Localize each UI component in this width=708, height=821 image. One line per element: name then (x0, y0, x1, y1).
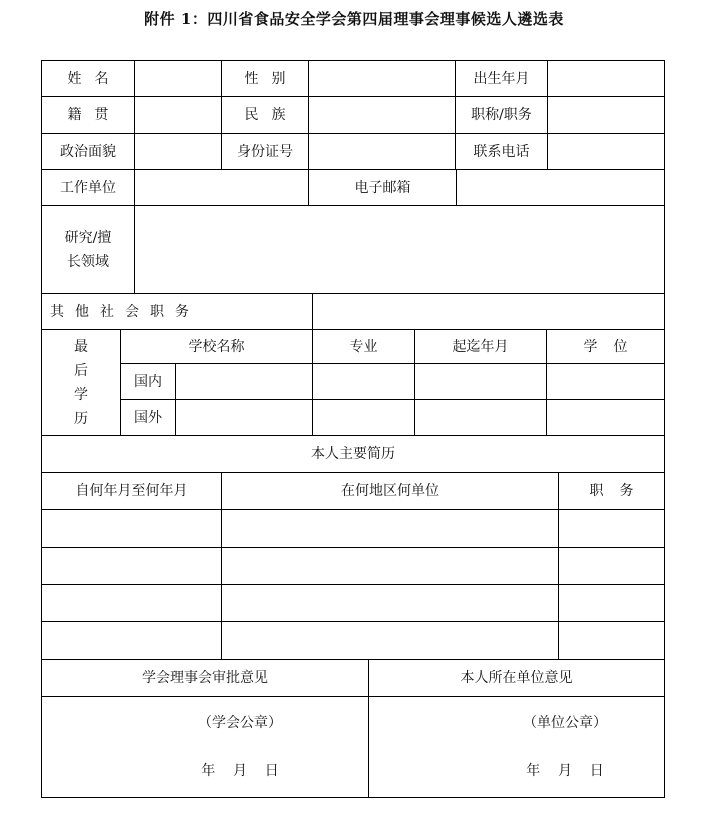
col-resume-duty: 职务 (589, 483, 650, 499)
row-foreign-label: 国外 (134, 409, 162, 426)
name-label: 姓名 (67, 70, 122, 87)
col-major: 专业 (349, 338, 378, 355)
birth-field[interactable] (548, 61, 664, 96)
domestic-period-field[interactable] (415, 364, 546, 399)
education-section-text: 最后学历 (74, 338, 88, 427)
resume-section-label: 本人主要简历 (311, 446, 395, 462)
foreign-period-field[interactable] (415, 400, 546, 435)
work-unit-field[interactable] (135, 170, 308, 205)
col-resume-period: 自何年月至何年月 (75, 483, 188, 499)
native-place-label: 籍贯 (67, 107, 122, 123)
row-line (41, 797, 665, 798)
resume-duty-field[interactable] (559, 510, 664, 547)
phone-field[interactable] (548, 134, 664, 169)
education-section-label (42, 330, 120, 435)
native-place-field[interactable] (135, 97, 221, 133)
work-unit-label: 工作单位 (60, 179, 116, 196)
birth-label: 出生年月 (473, 70, 530, 87)
unit-date-text: 年 月 日 (526, 763, 604, 779)
foreign-major-field[interactable] (313, 400, 414, 435)
ethnicity-field[interactable] (309, 97, 455, 133)
col-degree: 学位 (583, 338, 644, 355)
ethnicity-label: 民族 (244, 107, 299, 123)
resume-period-field[interactable] (42, 622, 221, 659)
unit-seal-text: （单位公章） (523, 715, 607, 731)
resume-unit-field[interactable] (222, 585, 558, 621)
col-period: 起迄年月 (452, 338, 509, 355)
form-title: 附件 1：四川省食品安全学会第四届理事会理事候选人遴选表 (144, 10, 564, 28)
social-duties-label: 其他社会职务 (50, 303, 200, 320)
resume-unit-field[interactable] (222, 548, 558, 584)
resume-unit-field[interactable] (222, 510, 558, 547)
foreign-school-field[interactable] (176, 400, 312, 435)
society-approval-label: 学会理事会审批意见 (142, 670, 268, 686)
domestic-degree-field[interactable] (547, 364, 664, 399)
domestic-major-field[interactable] (313, 364, 414, 399)
domestic-school-field[interactable] (176, 364, 312, 399)
research-field-label (42, 206, 134, 293)
title-position-field[interactable] (548, 97, 664, 133)
resume-period-field[interactable] (42, 548, 221, 584)
political-status-field[interactable] (135, 134, 221, 169)
unit-opinion-label: 本人所在单位意见 (460, 670, 573, 686)
resume-duty-field[interactable] (559, 622, 664, 659)
email-field[interactable] (457, 170, 664, 205)
id-number-label: 身份证号 (237, 143, 293, 160)
email-label: 电子邮箱 (354, 179, 411, 196)
col-school-name: 学校名称 (188, 338, 245, 355)
title-position-label: 职称/职务 (471, 107, 532, 123)
research-field-input[interactable] (135, 206, 664, 293)
col-resume-unit: 在何地区何单位 (341, 483, 439, 499)
research-field-text: 研究/擅长领域 (64, 229, 112, 270)
row-domestic-label: 国内 (134, 373, 162, 390)
resume-period-field[interactable] (42, 510, 221, 547)
society-date-text: 年 月 日 (201, 763, 279, 779)
row-line (41, 696, 665, 697)
name-field[interactable] (135, 61, 221, 96)
gender-field[interactable] (309, 61, 455, 96)
foreign-degree-field[interactable] (547, 400, 664, 435)
social-duties-field[interactable] (313, 294, 664, 329)
resume-unit-field[interactable] (222, 622, 558, 659)
resume-duty-field[interactable] (559, 548, 664, 584)
society-seal-text: （学会公章） (198, 715, 282, 731)
resume-period-field[interactable] (42, 585, 221, 621)
id-number-field[interactable] (309, 134, 455, 169)
col-line (664, 60, 665, 798)
resume-duty-field[interactable] (559, 585, 664, 621)
phone-label: 联系电话 (473, 143, 530, 160)
gender-label: 性别 (244, 70, 299, 87)
political-status-label: 政治面貌 (60, 143, 116, 160)
